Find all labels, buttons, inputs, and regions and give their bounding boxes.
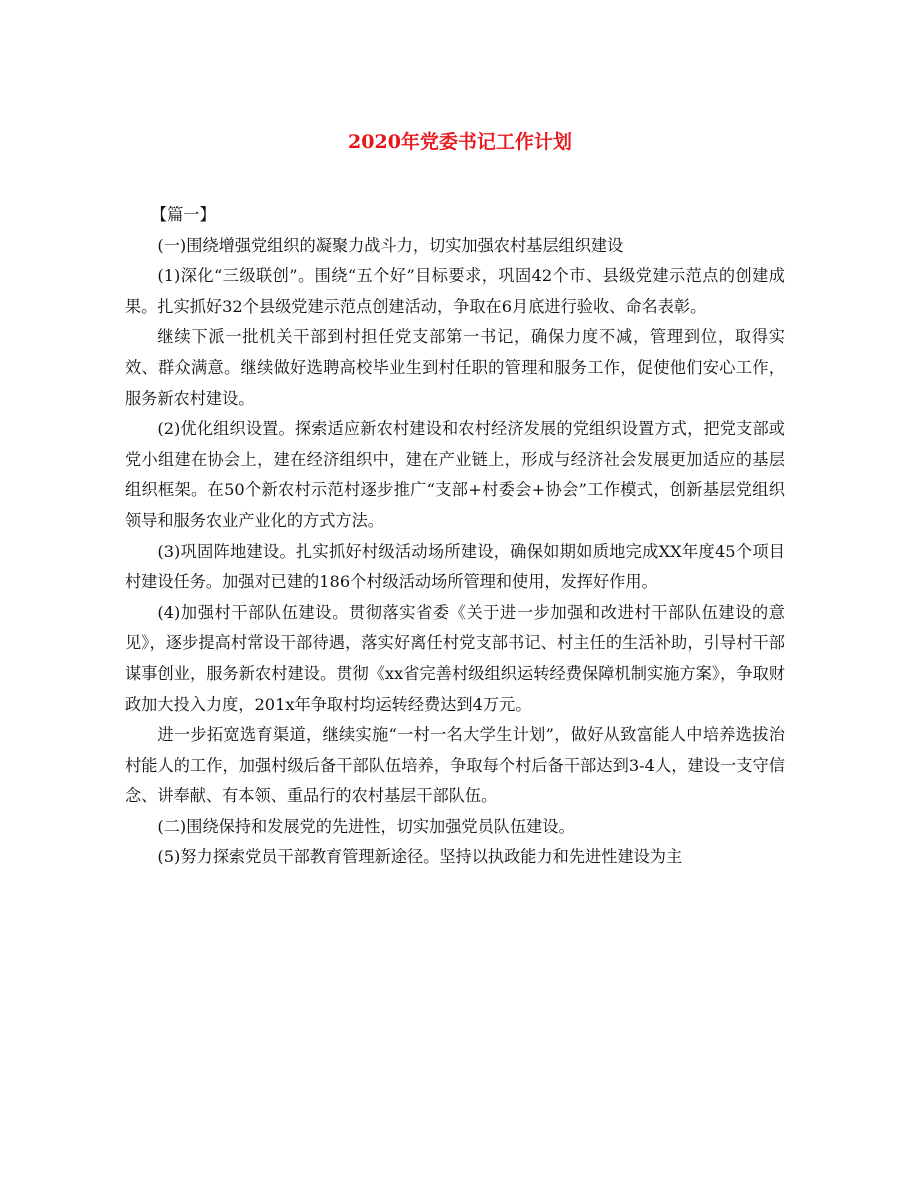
paragraph: (4)加强村干部队伍建设。贯彻落实省委《关于进一步加强和改进村干部队伍建设的意见》，逐步提高村常设干部待遇，落实好离任村党支部书记、村主任的生活补助，引导村干部谋事创业，服务新农村建设。贯彻《xx省完善村级组织运转经费保障机制实施方案》，争取财政加大投入力度，201x年争取村均运转经费达到4万元。 [125,602,785,714]
document-body [125,200,785,873]
paragraph: (3)巩固阵地建设。扎实抓好村级活动场所建设，确保如期如质地完成XX年度45个项目村建设任务。加强对已建的186个村级活动场所管理和使用，发挥好作用。 [125,541,785,592]
paragraph-heading-2: (二)围绕保持和发展党的先进性，切实加强党员队伍建设。 [157,816,575,836]
document-title: 2020年党委书记工作计划 [348,131,572,153]
paragraph: 进一步拓宽选育渠道，继续实施“一村一名大学生计划”，做好从致富能人中培养选拔治村能人的工作，加强村级后备干部队伍培养，争取每个村后备干部达到3-4人，建设一支守信念、讲奉献、有本领、重品行的农村基层干部队伍。 [125,725,785,806]
paragraph: 继续下派一批机关干部到村担任党支部第一书记，确保力度不减，管理到位，取得实效、群众满意。继续做好选聘高校毕业生到村任职的管理和服务工作，促使他们安心工作，服务新农村建设。 [125,327,785,408]
section-label: 【篇一】 [150,205,216,224]
paragraph: (5)努力探索党员干部教育管理新途径。坚持以执政能力和先进性建设为主 [157,847,683,867]
paragraph: (1)深化“三级联创”。围绕“五个好”目标要求，巩固42个市、县级党建示范点的创建成果。扎实抓好32个县级党建示范点创建活动，争取在6月底进行验收、命名表彰。 [125,266,785,316]
paragraph-heading-1: (一)围绕增强党组织的凝聚力战斗力，切实加强农村基层组织建设 [157,235,624,255]
paragraph: (2)优化组织设置。探索适应新农村建设和农村经济发展的党组织设置方式，把党支部或党小组建在协会上，建在经济组织中，建在产业链上，形成与经济社会发展更加适应的基层组织框架。在50个新农村示范村逐步推广“支部+村委会+协会”工作模式，创新基层党组织领导和服务农业产业化的方式方法。 [125,419,785,530]
